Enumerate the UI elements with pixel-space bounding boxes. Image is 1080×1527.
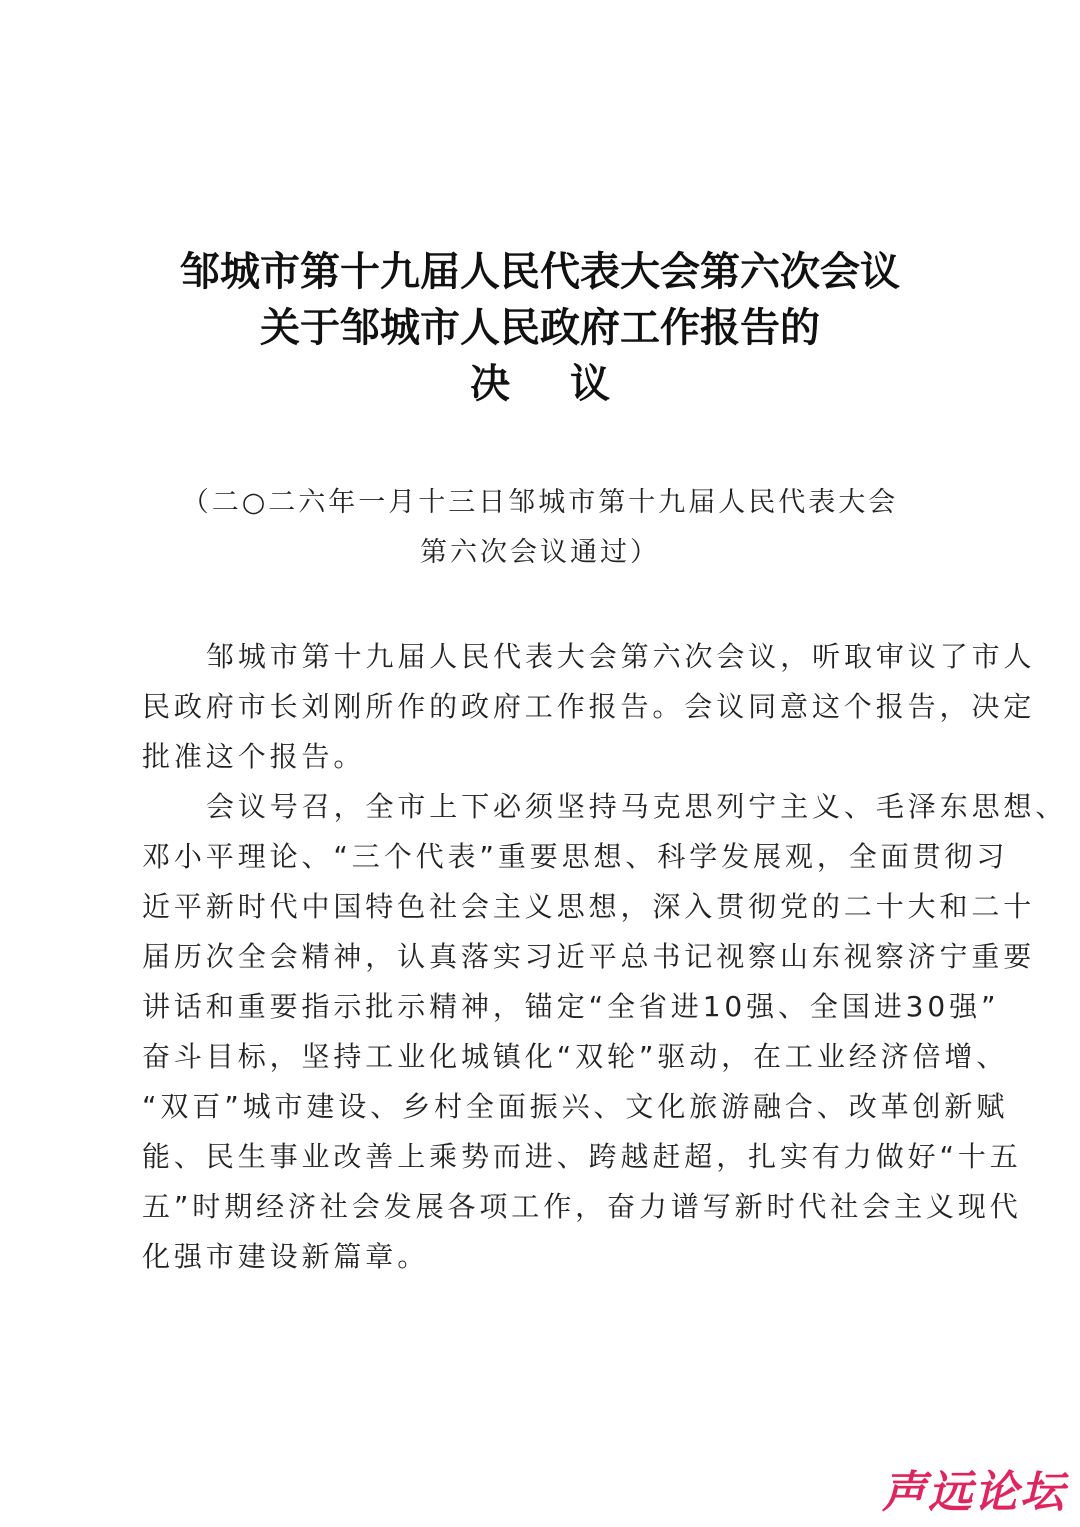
paragraph-line: 届历次全会精神，认真落实习近平总书记视察山东视察济宁重要 [142,940,1036,973]
subtitle-line-1: （二○二六年一月十三日邹城市第十九届人民代表大会 [181,487,899,518]
paragraph-line: “双百”城市建设、乡村全面振兴、文化旅游融合、改革创新赋 [142,1090,1009,1123]
paragraph-line: 奋斗目标，坚持工业化城镇化“双轮”驱动，在工业经济倍增、 [142,1040,1009,1073]
paragraph-line: 会议号召，全市上下必须坚持马克思列宁主义、毛泽东思想、 [206,790,1068,823]
paragraph-line: 民政府市长刘刚所作的政府工作报告。会议同意这个报告，决定 [142,690,1036,723]
document-title [0,244,1080,412]
paragraph-1 [142,632,1036,782]
paragraph-line: 近平新时代中国特色社会主义思想，深入贯彻党的二十大和二十 [142,890,1036,923]
paragraph-line: 五”时期经济社会发展各项工作，奋力谱写新时代社会主义现代 [142,1190,1022,1223]
paragraph-line: 能、民生事业改善上乘势而进、跨越赶超，扎实有力做好“十五 [142,1140,1022,1173]
paragraph-2 [142,782,1068,1282]
watermark-logo: 声远论坛 [882,1467,1066,1518]
paragraph-line: 邹城市第十九届人民代表大会第六次会议，听取审议了市人 [206,640,1036,673]
subtitle-line-2: 第六次会议通过） [420,537,660,568]
document-body [142,632,1068,1282]
paragraph-line: 批准这个报告。 [142,740,366,773]
paragraph-line: 讲话和重要指示批示精神，锚定“全省进10强、全国进30强” [142,990,1000,1023]
paragraph-line: 邓小平理论、“三个代表”重要思想、科学发展观，全面贯彻习 [142,840,1009,873]
paragraph-line: 化强市建设新篇章。 [142,1240,430,1273]
document-subtitle [0,478,1080,578]
title-line-2: 关于邹城市人民政府工作报告的 [260,304,820,351]
title-line-3: 决议 [470,360,670,407]
title-line-1: 邹城市第十九届人民代表大会第六次会议 [180,248,900,295]
